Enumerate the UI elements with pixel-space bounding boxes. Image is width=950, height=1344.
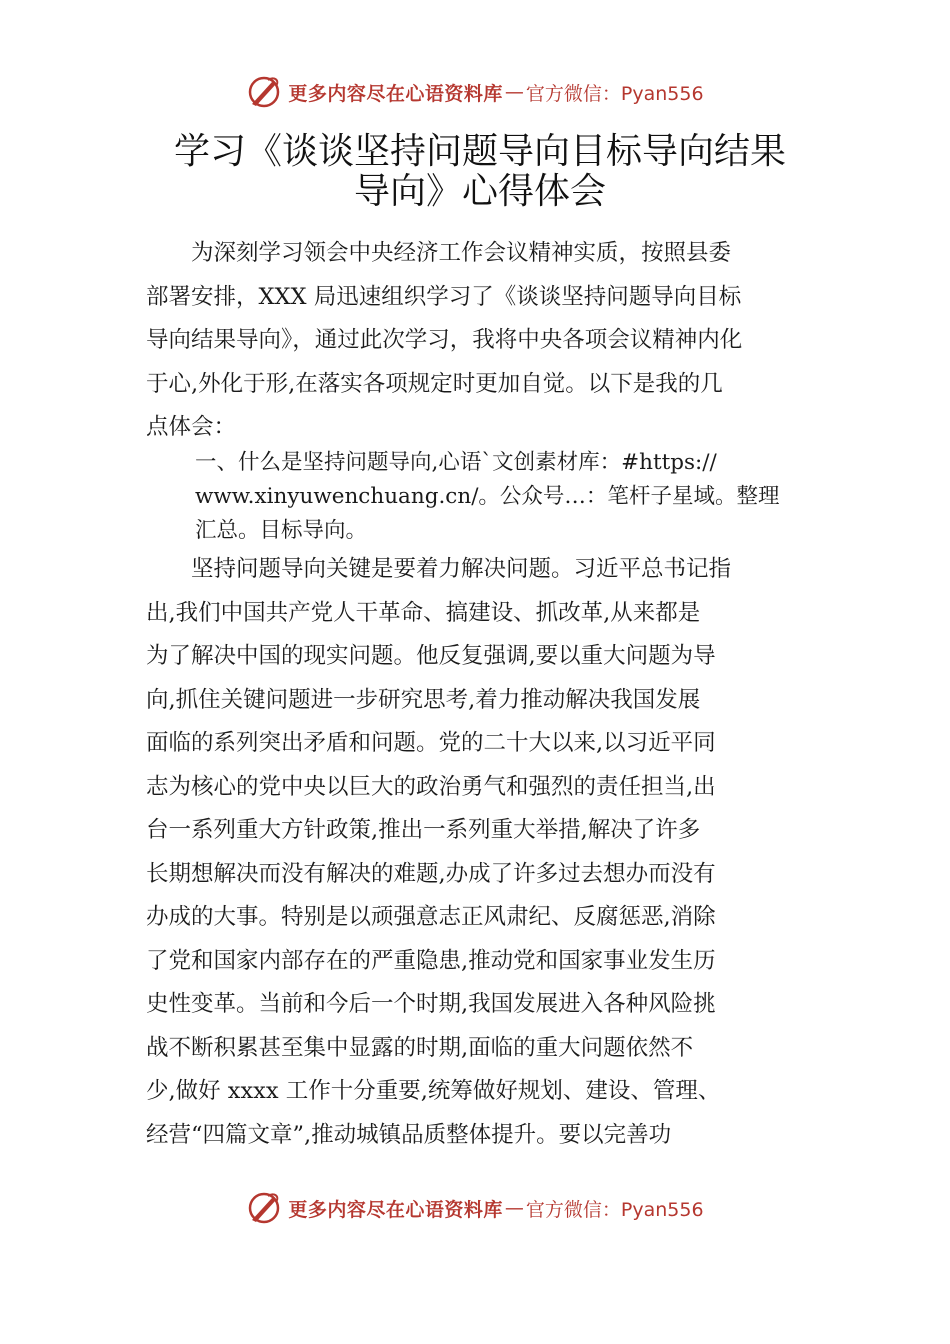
text-line: 志为核心的党中央以巨大的政治勇气和强烈的责任担当,出 bbox=[146, 773, 716, 800]
text-line: 台一系列重大方针政策,推出一系列重大举措,解决了许多 bbox=[146, 817, 701, 843]
text-line: 坚持问题导向关键是要着力解决问题。习近平总书记指 bbox=[191, 556, 732, 582]
paragraph-problem-orientation bbox=[146, 548, 806, 1157]
text-line: 长期想解决而没有解决的难题,办成了许多过去想办而没有 bbox=[146, 860, 716, 887]
watermark-text: 更多内容尽在心语资料库 bbox=[288, 82, 503, 105]
text-line: 向,抓住关键问题进一步研究思考,着力推动解决我国发展 bbox=[146, 686, 701, 713]
text-line: 于心,外化于形,在落实各项规定时更加自觉。以下是我的几 bbox=[146, 370, 723, 397]
header-watermark bbox=[0, 72, 950, 112]
text-line: 一、什么是坚持问题导向,心语`文创素材库：#https:// bbox=[195, 450, 717, 475]
text-line: 部署安排，XXX 局迅速组织学习了《谈谈坚持问题导向目标 bbox=[146, 283, 742, 310]
pen-circle-logo-icon bbox=[246, 1190, 282, 1226]
title-line-2: 导向》心得体会 bbox=[353, 171, 606, 212]
section-heading-1 bbox=[195, 446, 835, 548]
text-line: 了党和国家内部存在的严重隐患,推动党和国家事业发生历 bbox=[146, 947, 716, 974]
text-line: 战不断积累甚至集中显露的时期,面临的重大问题依然不 bbox=[146, 1034, 694, 1061]
text-line: 经营“四篇文章”,推动城镇品质整体提升。要以完善功 bbox=[146, 1121, 672, 1148]
watermark-text: 更多内容尽在心语资料库 bbox=[288, 1198, 503, 1221]
text-line: 办成的大事。特别是以顽强意志正风肃纪、反腐惩恶,消除 bbox=[146, 904, 716, 930]
text-line: www.xinyuwenchuang.cn/。公众号…：笔杆子星域。整理 bbox=[195, 484, 780, 509]
text-line: 为了解决中国的现实问题。他反复强调,要以重大问题为导 bbox=[146, 643, 716, 669]
watermark-account: 官方微信：Pyan556 bbox=[525, 1198, 704, 1221]
watermark-separator: — bbox=[504, 1197, 524, 1219]
document-title bbox=[150, 132, 810, 212]
text-line: 汇总。目标导向。 bbox=[195, 518, 368, 543]
text-line: 出,我们中国共产党人干革命、搞建设、抓改革,从来都是 bbox=[146, 599, 701, 626]
text-line: 导向结果导向》，通过此次学习，我将中央各项会议精神内化 bbox=[146, 327, 743, 353]
watermark-account: 官方微信：Pyan556 bbox=[525, 82, 704, 105]
title-line-1: 学习《谈谈坚持问题导向目标导向结果 bbox=[173, 131, 786, 172]
paragraph-intro bbox=[146, 232, 806, 450]
watermark-separator: — bbox=[504, 81, 524, 103]
text-line: 为深刻学习领会中央经济工作会议精神实质，按照县委 bbox=[191, 240, 732, 266]
text-line: 史性变革。当前和今后一个时期,我国发展进入各种风险挑 bbox=[146, 991, 716, 1017]
text-line: 面临的系列突出矛盾和问题。党的二十大以来,以习近平同 bbox=[146, 730, 716, 756]
text-line: 少,做好 xxxx 工作十分重要,统筹做好规划、建设、管理、 bbox=[146, 1078, 721, 1104]
text-line: 点体会： bbox=[146, 414, 237, 440]
footer-watermark bbox=[0, 1188, 950, 1228]
pen-circle-logo-icon bbox=[246, 74, 282, 110]
